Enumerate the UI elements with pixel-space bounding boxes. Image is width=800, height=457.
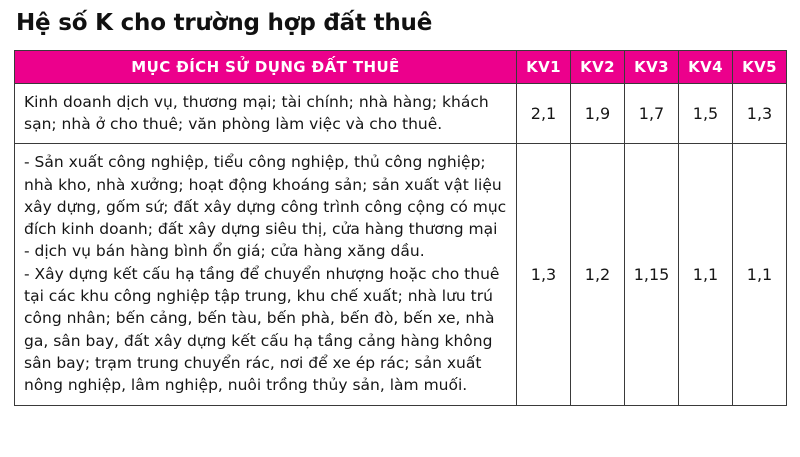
cell-kv5: 1,3 <box>733 83 787 144</box>
column-header-kv5: KV5 <box>733 50 787 83</box>
cell-kv3: 1,7 <box>625 83 679 144</box>
cell-kv2: 1,2 <box>571 144 625 405</box>
cell-purpose <box>15 83 517 144</box>
cell-kv4: 1,1 <box>679 144 733 405</box>
cell-kv1: 2,1 <box>517 83 571 144</box>
cell-kv2: 1,9 <box>571 83 625 144</box>
table-body <box>15 83 787 405</box>
purpose-paragraph: Kinh doanh dịch vụ, thương mại; tài chính; nhà hàng; khách sạn; nhà ở cho thuê; văn phòng làm việc và cho thuê. <box>24 92 489 133</box>
column-header-purpose: MỤC ĐÍCH SỬ DỤNG ĐẤT THUÊ <box>15 50 517 83</box>
table-header-row <box>15 50 787 83</box>
cell-kv5: 1,1 <box>733 144 787 405</box>
page-title: Hệ số K cho trường hợp đất thuê <box>16 10 433 36</box>
k-coefficient-table <box>14 50 787 406</box>
cell-purpose <box>15 144 517 405</box>
table-row <box>15 83 787 144</box>
purpose-paragraph: - Sản xuất công nghiệp, tiểu công nghiệp, thủ công nghiệp; nhà kho, nhà xưởng; hoạt động khoáng sản; sản xuất vật liệu xây dựng, gốm sứ; đất xây dựng công trình công cộng có mục đích kinh doanh; đất xây dựng siêu thị, cửa hàng thương mại <box>24 153 507 239</box>
column-header-kv3: KV3 <box>625 50 679 83</box>
column-header-kv4: KV4 <box>679 50 733 83</box>
cell-kv3: 1,15 <box>625 144 679 405</box>
table-header <box>15 50 787 83</box>
purpose-paragraph: - Xây dựng kết cấu hạ tầng để chuyển nhượng hoặc cho thuê tại các khu công nghiệp tập trung, khu chế xuất; nhà lưu trú công nhân; bến cảng, bến tàu, bến phà, bến đò, bến xe, nhà ga, sân bay, đất xây dựng kết cấu hạ tầng cảng hàng không sân bay; trạm trung chuyển rác, nơi để xe ép rác; sản xuất nông nghiệp, lâm nghiệp, nuôi trồng thủy sản, làm muối. <box>24 264 500 395</box>
column-header-kv1: KV1 <box>517 50 571 83</box>
table-row <box>15 144 787 405</box>
purpose-paragraph: - dịch vụ bán hàng bình ổn giá; cửa hàng xăng dầu. <box>24 242 425 261</box>
cell-kv4: 1,5 <box>679 83 733 144</box>
column-header-kv2: KV2 <box>571 50 625 83</box>
cell-kv1: 1,3 <box>517 144 571 405</box>
